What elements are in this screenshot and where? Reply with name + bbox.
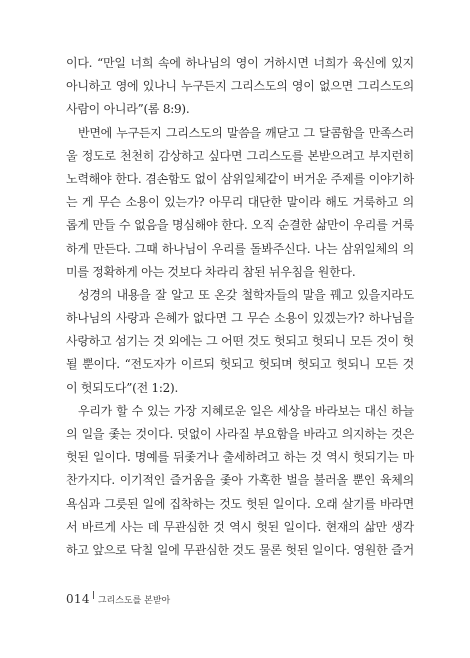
text-line: 하게 만든다. 그때 하나님이 우리를 돌봐주신다. 나는 삼위일체의 의 [66,241,414,256]
text-line: 우리가 할 수 있는 가장 지혜로운 일은 세상을 바라보는 대신 하늘 [78,403,414,418]
text-line: 사람이 아니라”(롬 8:9). [66,102,190,117]
text-line: 찬가지다. 이기적인 즐거움을 좇아 가혹한 벌을 불러올 뿐인 육체의 [66,473,414,488]
text-line: 성경의 내용을 잘 알고 또 온갖 철학자들의 말을 꿰고 있을지라도 [78,287,414,302]
footer-divider [93,591,94,599]
text-line: 롭게 만들 수 없음을 명심해야 한다. 오직 순결한 삶만이 우리를 거룩 [66,218,414,233]
text-line: 사랑하고 섬기는 것 외에는 그 어떤 것도 헛되고 헛되니 모든 것이 헛 [66,334,414,349]
text-line: 서 바르게 사는 데 무관심한 것 역시 헛된 일이다. 현재의 삶만 생각 [66,519,414,534]
text-line: 될 뿐이다. “전도자가 이르되 헛되고 헛되며 헛되고 헛되니 모든 것 [66,357,414,372]
text-line: 하고 앞으로 닥칠 일에 무관심한 것도 물론 헛된 일이다. 영원한 즐거 [66,542,414,557]
paragraph [66,122,414,284]
text-line: 아니하고 영에 있나니 누구든지 그리스도의 영이 없으면 그리스도의 [66,79,414,94]
text-line: 욕심과 그릇된 일에 집착하는 것도 헛된 일이다. 오래 살기를 바라면 [66,496,414,511]
text-line: 반면에 누구든지 그리스도의 말씀을 깨닫고 그 달콤함을 만족스러 [78,125,414,140]
text-line: 이 헛되도다”(전 1:2). [66,380,179,395]
text-line: 하나님의 사랑과 은혜가 없다면 그 무슨 소용이 있겠는가? 하나님을 [66,311,414,326]
paragraph [66,52,414,122]
paragraph [66,284,414,400]
running-title: 그리스도를 본받아 [97,596,171,606]
body-text [66,52,414,562]
text-line: 이다. “만일 너희 속에 하나님의 영이 거하시면 너희가 육신에 있지 [66,56,414,70]
text-line: 헛된 일이다. 명예를 뒤좇거나 출세하려고 하는 것 역시 헛되기는 마 [66,450,414,465]
paragraph [66,400,414,562]
page-footer [66,591,170,608]
text-line: 는 게 무슨 소용이 있는가? 아무리 대단한 말이라 해도 거룩하고 의 [66,195,414,210]
text-line: 미를 정확하게 아는 것보다 차라리 참된 뉘우침을 원한다. [66,264,356,279]
text-line: 울 정도로 천천히 감상하고 싶다면 그리스도를 본받으려고 부지런히 [66,148,414,163]
text-line: 의 일을 좇는 것이다. 덧없이 사라질 부요함을 바라고 의지하는 것은 [66,427,414,441]
page-number: 014 [66,592,90,606]
text-line: 노력해야 한다. 겸손함도 없이 삼위일체같이 버거운 주제를 이야기하 [66,171,414,186]
